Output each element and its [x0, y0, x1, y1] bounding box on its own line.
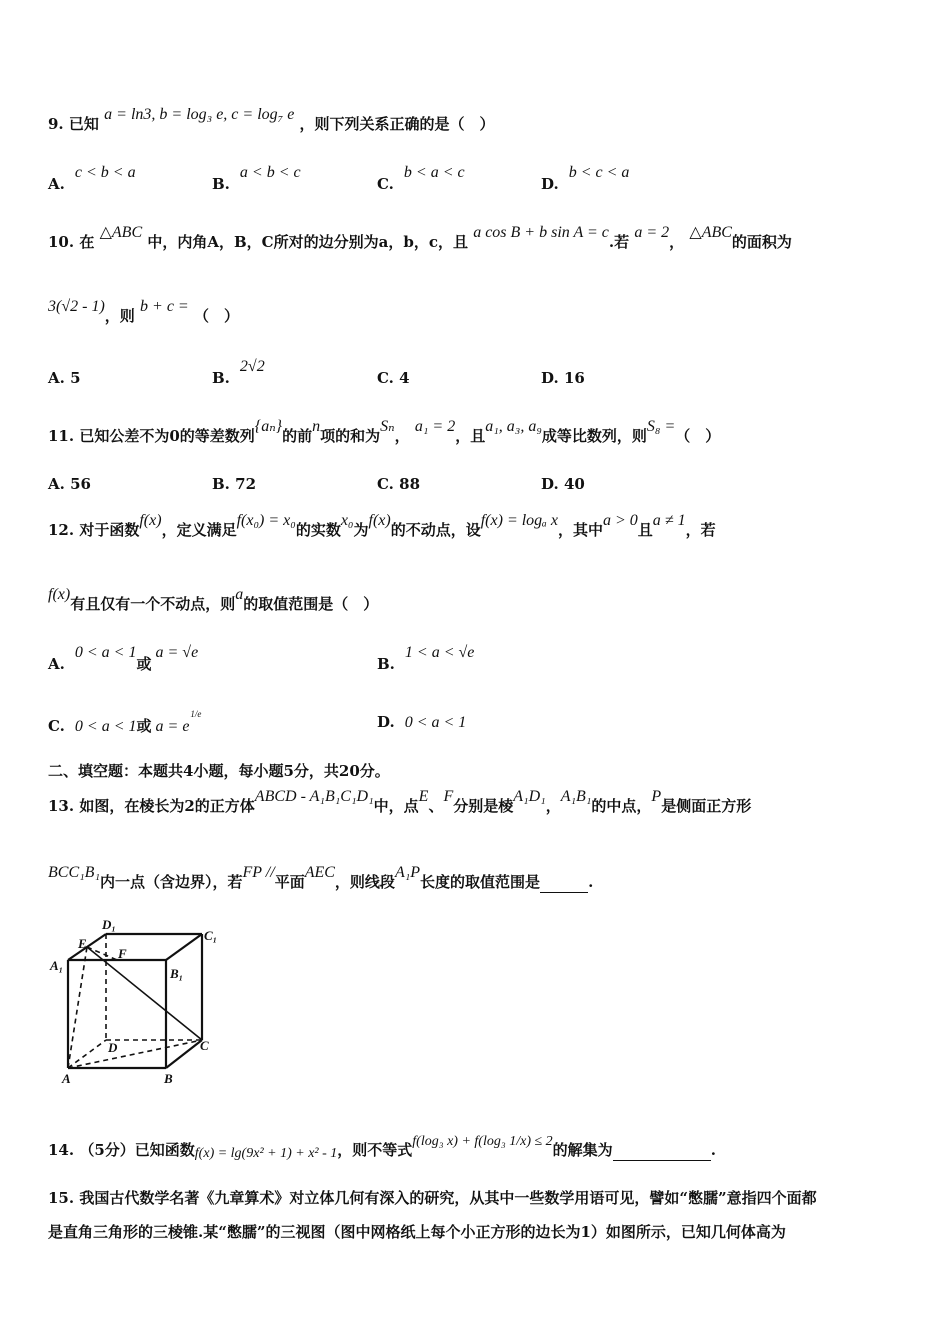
- q10-option-d: D. 16: [541, 369, 585, 387]
- q14-number: 14.: [48, 1141, 75, 1159]
- q10-equation: a cos B + b sin A = c: [473, 224, 609, 241]
- edge-b1c1: [166, 934, 202, 960]
- q9-option-d: D.b < c < a: [541, 164, 630, 193]
- q9-prefix: 已知: [68, 115, 99, 133]
- q11-option-b: B. 72: [212, 475, 257, 493]
- q11-option-a: A. 56: [48, 475, 91, 493]
- question-15-line2: 是直角三角形的三棱锥.某“憋臑”的三视图（图中网格纸上每个小正方形的边长为1）如图所示，已知几何体高为: [48, 1223, 786, 1241]
- label-a1: A₁: [50, 958, 64, 973]
- label-c: C: [200, 1038, 209, 1053]
- q9-option-a: A.c < b < a: [48, 164, 136, 193]
- q14-answer-blank: [613, 1140, 711, 1161]
- section-fill-in-heading: 二、填空题：本题共4小题，每小题5分，共20分。: [48, 762, 390, 780]
- q15-number: 15.: [48, 1189, 75, 1207]
- question-10-line2: 3(√2 - 1)，则 b + c = （ ）: [48, 298, 239, 325]
- q13-answer-blank: [540, 872, 588, 893]
- question-13-line2: BCC₁B₁内一点（含边界），若FP //平面AEC，则线段A₁P长度的取值范围是 .: [48, 864, 594, 891]
- q10-option-c: C. 4: [377, 369, 410, 387]
- q12-number: 12.: [48, 521, 75, 539]
- q11-number: 11.: [48, 427, 75, 445]
- question-14: 14. （5分）已知函数f(x) = lg(9x² + 1) + x² - 1，则不等式f(log₃ x) + f(log₃ 1/x) ≤ 2的解集为 .: [48, 1134, 716, 1161]
- label-c1: C₁: [204, 928, 218, 943]
- q12-option-d: D. 0 < a < 1: [377, 713, 467, 731]
- q12-option-b: B.1 < a < √e: [377, 644, 475, 673]
- q10-option-b: B.2√2: [212, 358, 265, 387]
- question-15: 15. 我国古代数学名著《九章算术》对立体几何有深入的研究，从其中一些数学用语可见，譬如“憋臑”意指四个面都: [48, 1189, 817, 1207]
- q9-option-b: B.a < b < c: [212, 164, 301, 193]
- label-a: A: [62, 1071, 71, 1086]
- label-f: F: [118, 946, 127, 961]
- label-d1: D₁: [102, 918, 116, 932]
- q10-triangle: △ABC: [99, 224, 143, 241]
- question-12: 12. 对于函数f(x)，定义满足f(x₀) = x₀的实数x₀为f(x)的不动点，设f(x) = logₐ x，其中a > 0且a ≠ 1，若: [48, 512, 716, 539]
- q11-option-c: C. 88: [377, 475, 421, 493]
- q9-question: ，则下列关系正确的是（ ）: [299, 115, 495, 133]
- q12-option-a: A.0 < a < 1或a = √e: [48, 644, 199, 673]
- question-12-line2: f(x)有且仅有一个不动点，则a的取值范围是（ ）: [48, 586, 379, 613]
- q9-expression: a = ln3, b = log₃ e, c = log₇ e: [104, 106, 295, 123]
- cube-figure: [40, 918, 230, 1086]
- q10-number: 10.: [48, 233, 75, 251]
- q10-option-a: A. 5: [48, 369, 81, 387]
- segment-ac-hidden: [68, 1040, 202, 1068]
- question-9: [48, 106, 495, 135]
- label-d: D: [108, 1040, 118, 1055]
- q9-option-c: C.b < a < c: [377, 164, 465, 193]
- label-b1: B₁: [170, 966, 184, 981]
- q11-option-d: D. 40: [541, 475, 585, 493]
- q13-number: 13.: [48, 797, 75, 815]
- q12-option-c: C. 0 < a < 1或 $a = e^{1/e}$: [48, 709, 202, 735]
- label-e: E: [78, 936, 87, 951]
- q14-inequality: f(log₃ x) + f(log₃ 1/x) ≤ 2: [412, 1134, 553, 1149]
- question-11: 11. 已知公差不为0的等差数列{aₙ}的前n项的和为Sₙ， a₁ = 2，且a₁, a₃, a₉成等比数列，则S₈ =（ ）: [48, 418, 721, 445]
- question-13: 13. 如图，在棱长为2的正方体ABCD - A₁B₁C₁D₁中，点E、F分别是棱A₁D₁，A₁B₁的中点，P是侧面正方形: [48, 788, 752, 815]
- q10-area-value: 3(√2 - 1): [48, 298, 105, 315]
- label-b: B: [164, 1071, 173, 1086]
- segment-ef-hidden: [87, 947, 117, 960]
- q14-function: f(x) = lg(9x² + 1) + x² - 1: [194, 1146, 338, 1161]
- segment-ae-hidden: [68, 947, 87, 1068]
- question-10: 10. 在 △ABC 中，内角A，B，C所对的边分别为a，b，c，且 a cos B + b sin A = c.若 a = 2， △ABC的面积为: [48, 224, 792, 251]
- q9-number: 9.: [48, 115, 64, 133]
